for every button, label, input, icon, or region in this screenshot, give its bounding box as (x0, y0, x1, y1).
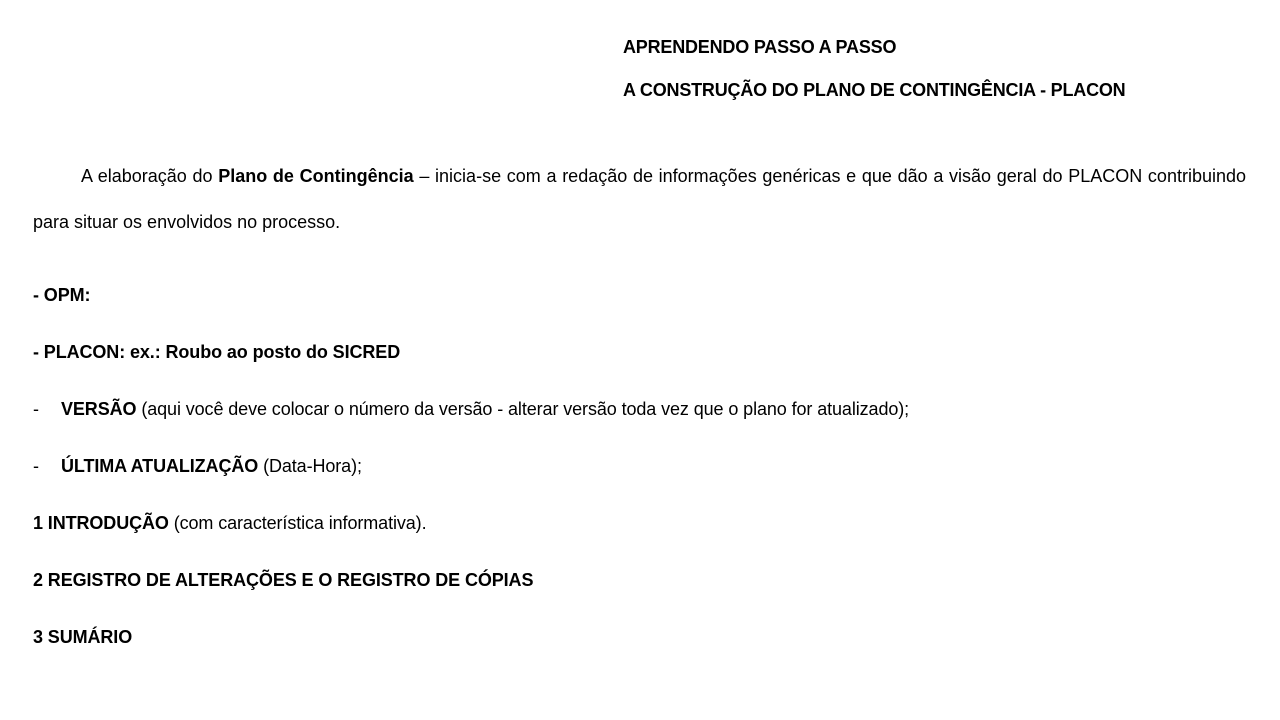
item-sumario-label: 3 SUMÁRIO (33, 627, 133, 647)
intro-text-start: A elaboração do (81, 166, 219, 186)
item-versao-dash: - (33, 399, 39, 419)
item-ultima-dash: - (33, 456, 39, 476)
item-introducao-text: (com característica informativa). (168, 513, 427, 533)
slide-body (33, 153, 1246, 648)
intro-bold-term: Plano de Contingência (218, 166, 414, 186)
item-ultima-label: ÚLTIMA ATUALIZAÇÃO (61, 456, 259, 476)
item-versao-text: (aqui você deve colocar o número da versão - alterar versão toda vez que o plano for atualizado); (136, 399, 910, 419)
item-opm-label: - OPM: (33, 285, 91, 305)
title-line-2: A CONSTRUÇÃO DO PLANO DE CONTINGÊNCIA - PLACON (623, 80, 1126, 100)
item-opm (33, 284, 1246, 306)
intro-text-rest: – inicia-se com a redação de informações genéricas e que dão a visão geral do PLACON contribuindo para situar os envolvidos no processo. (33, 166, 1247, 232)
item-registro-label: 2 REGISTRO DE ALTERAÇÕES E O REGISTRO DE CÓPIAS (33, 570, 534, 590)
item-placon-label: - PLACON: ex.: Roubo ao posto do SICRED (33, 342, 401, 362)
item-introducao-label: 1 INTRODUÇÃO (33, 513, 169, 533)
item-ultima-atualizacao (33, 455, 1246, 477)
item-registro (33, 569, 1246, 591)
slide-title (623, 36, 1263, 101)
title-line-1: APRENDENDO PASSO A PASSO (623, 37, 897, 57)
intro-paragraph (33, 153, 1246, 245)
item-versao (33, 398, 1246, 420)
item-ultima-text: (Data-Hora); (258, 456, 362, 476)
item-introducao (33, 512, 1246, 534)
item-sumario (33, 626, 1246, 648)
item-versao-label: VERSÃO (61, 399, 137, 419)
item-placon (33, 341, 1246, 363)
